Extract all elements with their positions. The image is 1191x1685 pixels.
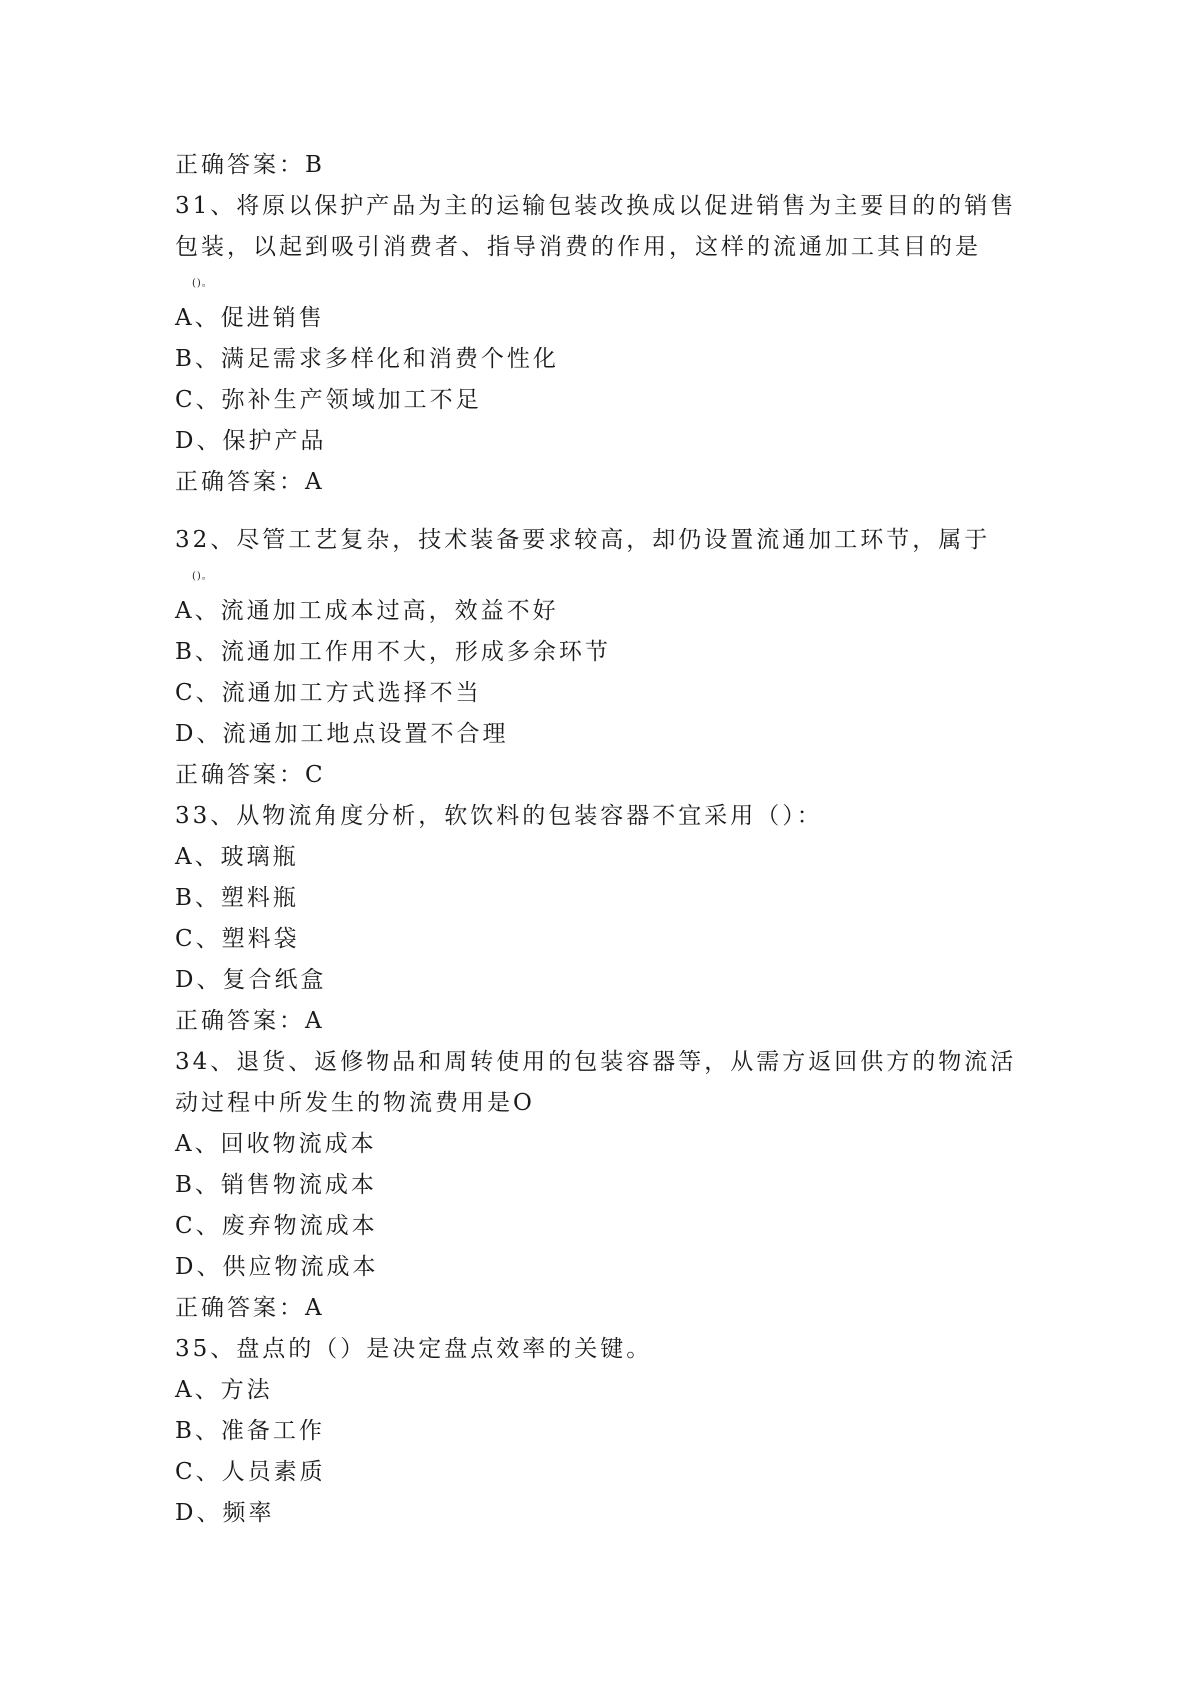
question-33-line-1: 33、从物流角度分析，软饮料的包装容器不宜采用（）： <box>175 803 823 829</box>
option-line: A、回收物流成本 <box>175 1131 377 1157</box>
option-line: B、塑料瓶 <box>175 885 299 911</box>
question-31-blank: ()。 <box>192 278 213 289</box>
option-line: A、玻璃瓶 <box>175 844 299 870</box>
option-line: C、废弃物流成本 <box>175 1213 378 1239</box>
question-31-line-2: 包装，以起到吸引消费者、指导消费的作用，这样的流通加工其目的是 <box>175 234 981 260</box>
option-line: D、流通加工地点设置不合理 <box>175 721 509 747</box>
option-line: B、准备工作 <box>175 1418 325 1444</box>
answer-line: 正确答案：A <box>175 1295 325 1321</box>
option-line: D、供应物流成本 <box>175 1254 379 1280</box>
option-line: B、满足需求多样化和消费个性化 <box>175 346 559 372</box>
answer-line: 正确答案：A <box>175 1008 325 1034</box>
option-line: D、复合纸盒 <box>175 967 327 993</box>
answer-line: 正确答案：A <box>175 469 325 495</box>
question-34-line-2: 动过程中所发生的物流费用是O <box>175 1090 535 1116</box>
answer-line: 正确答案：C <box>175 762 326 788</box>
option-line: C、弥补生产领域加工不足 <box>175 387 482 413</box>
question-32-blank: ()。 <box>192 571 213 582</box>
question-31-line-1: 31、将原以保护产品为主的运输包装改换成以促进销售为主要目的的销售 <box>175 193 1017 219</box>
question-35-line-1: 35、盘点的（）是决定盘点效率的关键。 <box>175 1336 653 1362</box>
question-34-line-1: 34、退货、返修物品和周转使用的包装容器等，从需方返回供方的物流活 <box>175 1049 1017 1075</box>
option-line: B、销售物流成本 <box>175 1172 377 1198</box>
option-line: A、流通加工成本过高，效益不好 <box>175 598 559 624</box>
option-line: C、流通加工方式选择不当 <box>175 680 482 706</box>
option-line: A、促进销售 <box>175 305 325 331</box>
option-line: D、频率 <box>175 1500 275 1526</box>
option-line: A、方法 <box>175 1377 273 1403</box>
option-line: C、人员素质 <box>175 1459 326 1485</box>
option-line: B、流通加工作用不大，形成多余环节 <box>175 639 611 665</box>
question-32-line-1: 32、尽管工艺复杂，技术装备要求较高，却仍设置流通加工环节，属于 <box>175 527 991 553</box>
answer-line: 正确答案：B <box>175 152 325 178</box>
option-line: C、塑料袋 <box>175 926 300 952</box>
option-line: D、保护产品 <box>175 428 327 454</box>
